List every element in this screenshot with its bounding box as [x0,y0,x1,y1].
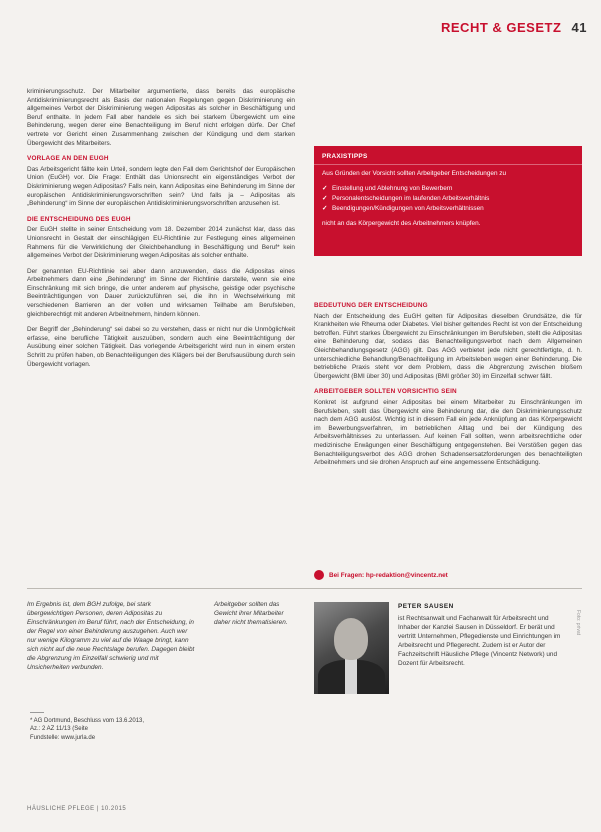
paragraph: kriminierungsschutz. Der Mitarbeiter argumentierte, dass bereits das europäische Antidiskriminierungsrecht als Basis der nationalen Regelungen gegen Diskriminierung ein allgemeines Verbot der Diskriminierung wegen Adipositas als solcher in Beschäftigung und Beruf enthalte. In jedem Fall aber handele es sich bei starkem Übergewicht um eine Behinderung, wegen derer eine Benachteiligung im Beruf nicht erfolgen dürfe. Der Chef vertrete vor Gericht einen Zusammenhang zwischen der Kündigung und dem starken Übergewicht des Mitarbeiters. [27,88,295,147]
tips-title: PRAXISTIPPS [314,146,582,165]
closing-text: Im Ergebnis ist, dem BGH zufolge, bei stark übergewichtigen Personen, deren Adipositas zu Einschränkungen im Beruf führt, nach der Entscheidung, in der Regel von einer Behinderung auszugehen. Auch wer nur wenige Kilogramm zu viel auf die Waage bringt, kann sich nicht auf die neue Rechtslage berufen. Dagegen bleibt die Abgrenzung im Einzelfall schwierig und mit Unsicherheiten verbunden. [27,601,195,671]
paragraph: Das Arbeitsgericht fällte kein Urteil, sondern legte den Fall dem Gerichtshof der Europäischen Union (EuGH) vor. Die Frage: Enthält das Unionsrecht ein eigenständiges Verbot der Diskriminierung wegen Adipositas? Falls nein, kann Adipositas eine Behinderung im Sinne der europäischen Antidiskriminierungsvorschriften sein? Und falls ja – Adipositas als „Behinderung“ im Sinne der europäischen Antidiskriminierungsvorschriften anzusehen ist. [27,165,295,208]
section-heading: ARBEITGEBER SOLLTEN VORSICHTIG SEIN [314,388,457,396]
footnote-line: Az.: 2 AZ 11/13 (Seite [30,726,88,733]
photo-credit: Foto: privat [575,610,581,636]
left-column [27,88,295,376]
page-number: 41 [571,20,587,35]
section-heading: BEDEUTUNG DER ENTSCHEIDUNG [314,302,428,309]
paragraph: Der EuGH stellte in seiner Entscheidung vom 18. Dezember 2014 zunächst klar, dass das Unionsrecht in Gestalt der einschlägigen EU-Richtlinie zur Festlegung eines allgemeinen Rahmens für die Verwirklichung der Gleichbehandlung in Beschäftigung und Beruf* kein allgemeines Verbot der Diskriminierung wegen Adipositas als solcher enthalte. [27,226,295,260]
tips-list-item: ✓ Personalentscheidungen im laufenden Arbeitsverhältnis [322,195,490,202]
section-heading: DIE ENTSCHEIDUNG DES EUGH [27,215,131,223]
footnote-link[interactable]: Fundstelle: www.jurla.de [30,734,96,741]
tips-outro: nicht an das Körpergewicht des Arbeitnehmers knüpfen. [322,220,481,227]
photo-shirt [345,658,357,694]
right-column [314,296,582,475]
photo-face [334,618,368,660]
contact-line[interactable] [314,570,448,580]
paragraph: Der genannten EU-Richtlinie sei aber dann anzuwenden, dass die Adipositas eines Arbeitnehmers dann eine „Behinderung“ im Sinne der Richtlinie darstelle, wenn sie eine Einschränkung mit sich bringe, die unter anderem auf physische, geistige oder psychische Beeinträchtigungen von Dauer zurückzuführen sei, die ihn in Wechselwirkung mit verschiedenen Barrieren an der vollen und wirksamen Teilhabe am Berufsleben, gleichberechtigt mit anderen Arbeitnehmern, hindern können. [27,267,295,318]
section-divider [27,588,582,589]
paragraph: Konkret ist aufgrund einer Adipositas bei einem Mitarbeiter zu Einschränkungen im Berufsleben, stellt das Übergewicht eine Behinderung dar, die den Diskriminierungsschutz nach dem AGG auslöst. Wichtig ist in diesem Fall ein jede Anknüpfung an das Körpergewicht im Bewerbungsverfahren, im betrieblichen Alltag und bei der Kündigung des Arbeitsverhältnisses zu unterlassen. Auf keinen Fall sollten, wenn arbeitsrechtliche oder medizinische Erwägungen einer Beschäftigung entgegenstehen. Bei Verstößen gegen das Benachteiligungsverbot des AGG drohen Schadensersatzforderungen des benachteiligten Arbeitnehmers und sie drohen Anspruch auf eine angemessene Entschädigung. [314,398,582,467]
section-heading: VORLAGE AN DEN EUGH [27,155,109,163]
author-box [398,602,568,668]
footnote-rule [30,712,44,713]
check-icon: ✓ [322,205,328,212]
closing-side-text: Arbeitgeber sollten das Gewicht ihrer Mitarbeiter daher nicht thematisieren. [214,601,288,626]
footnote [30,712,190,742]
contact-bullet-icon [314,570,324,580]
tips-list [314,184,582,213]
tips-list-item: ✓ Einstellung und Ablehnung von Bewerbern [322,185,453,192]
tips-intro: Aus Gründen der Vorsicht sollten Arbeitgeber Entscheidungen zu [322,170,507,177]
page-footer: HÄUSLICHE PFLEGE | 10.2015 [27,806,127,812]
check-icon: ✓ [322,195,328,202]
author-name: PETER SAUSEN [398,603,454,610]
check-icon: ✓ [322,185,328,192]
tips-list-item: ✓ Beendigungen/Kündigungen von Arbeitsverhältnissen [322,205,484,212]
paragraph: Nach der Entscheidung des EuGH gelten für Adipositas dieselben Grundsätze, die für Krankheiten wie Rheuma oder Diabetes. Viel bisher geltendes Recht ist von der Entscheidung betroffen. Führt starkes Übergewicht zu Einschränkungen im Berufsleben, stellt die Adipositas eine Behinderung dar, sodass das Benachteiligungsverbot nach dem Allgemeinen Gleichbehandlungsgesetz (AGG) gilt. Das AGG verbietet jede nicht gerechtfertigte, d. h. unterschiedliche Behandlung/Benachteiligung im Arbeitsleben wegen einer Behinderung. Die betriebliche Praxis steht vor dem Problem, dass die Abgrenzung zwischen bloßem Übergewicht (BMI über 30) und Adipositas (BMI größer 30) im Einzelfall schwer fällt. [314,312,582,380]
author-bio: ist Rechtsanwalt und Fachanwalt für Arbeitsrecht und Inhaber der Kanzlei Sausen in Düsseldorf. Er berät und vertritt Unternehmen, Pflegedienste und Einrichtungen im Arbeitsrecht und Pflegerecht. Zudem ist er Autor der Fachzeitschrift Häusliche Pflege (Vincentz Network) und Dozent für Arbeitsrecht. [398,615,561,667]
paragraph: Der Begriff der „Behinderung“ sei dabei so zu verstehen, dass er nicht nur die Unmöglichkeit erfasse, eine berufliche Tätigkeit auszuüben, sondern auch eine Beeinträchtigung der Ausübung einer solchen Tätigkeit. Das vorlegende Arbeitsgericht wird nun in einem ersten Schritt zu prüfen haben, ob Benachteiligungen des Klägers bei der Berufsausübung durch sein Übergewicht vorlagen. [27,326,295,368]
section-title: RECHT & GESETZ [441,20,562,35]
contact-email[interactable]: Bei Fragen: hp-redaktion@vincentz.net [329,571,448,579]
footnote-line: * AG Dortmund, Beschluss vom 13.6.2013, [30,718,145,724]
page-header [441,20,587,35]
practice-tips-box [314,146,582,256]
author-photo [314,602,389,694]
